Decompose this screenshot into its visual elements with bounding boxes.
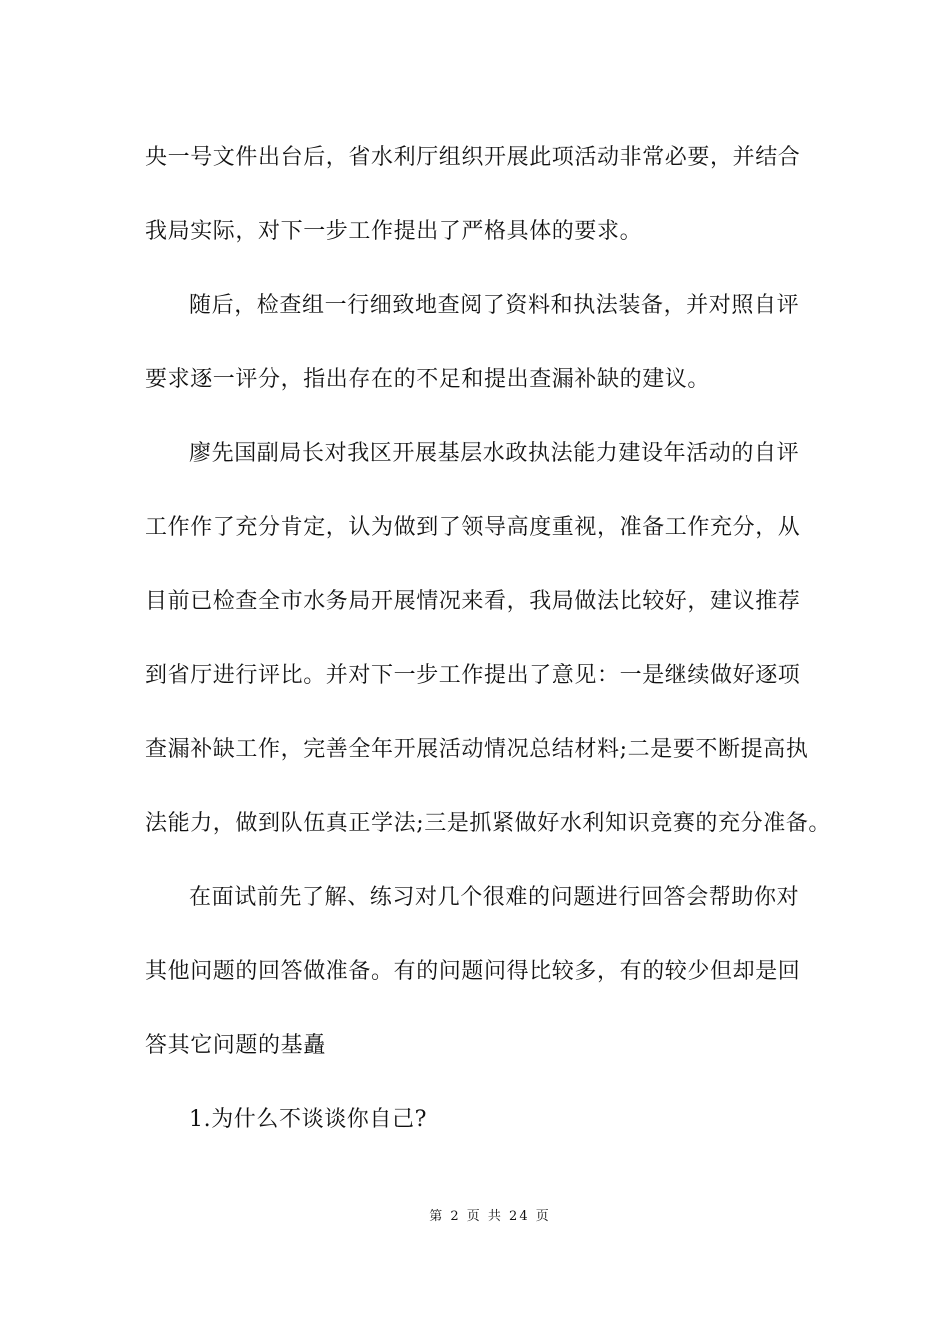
numbered-question: 1.为什么不谈谈你自己? [189,1107,427,1132]
text-line: 查漏补缺工作，完善全年开展活动情况总结材料;二是要不断提高执 [145,737,809,762]
text-line: 目前已检查全市水务局开展情况来看，我局做法比较好，建议推荐 [145,589,801,614]
paragraph-start-line: 在面试前先了解、练习对几个很难的问题进行回答会帮助你对 [189,885,800,910]
text-line: 要求逐一评分，指出存在的不足和提出查漏补缺的建议。 [145,367,711,392]
text-line: 法能力，做到队伍真正学法;三是抓紧做好水利知识竞赛的充分准备。 [145,811,832,836]
text-line: 答其它问题的基矗 [145,1033,326,1058]
paragraph-start-line: 随后，检查组一行细致地查阅了资料和执法装备，并对照自评 [189,293,800,318]
text-line: 到省厅进行评比。并对下一步工作提出了意见：一是继续做好逐项 [145,663,801,688]
text-line: 工作作了充分肯定，认为做到了领导高度重视，准备工作充分，从 [145,515,801,540]
text-line: 央一号文件出台后，省水利厅组织开展此项活动非常必要，并结合 [145,145,801,170]
text-line: 其他问题的回答做准备。有的问题问得比较多，有的较少但却是回 [145,959,801,984]
page-number-footer: 第 2 页 共 24 页 [429,1209,551,1224]
text-line: 我局实际，对下一步工作提出了严格具体的要求。 [145,219,643,244]
paragraph-start-line: 廖先国副局长对我区开展基层水政执法能力建设年活动的自评 [189,441,800,466]
